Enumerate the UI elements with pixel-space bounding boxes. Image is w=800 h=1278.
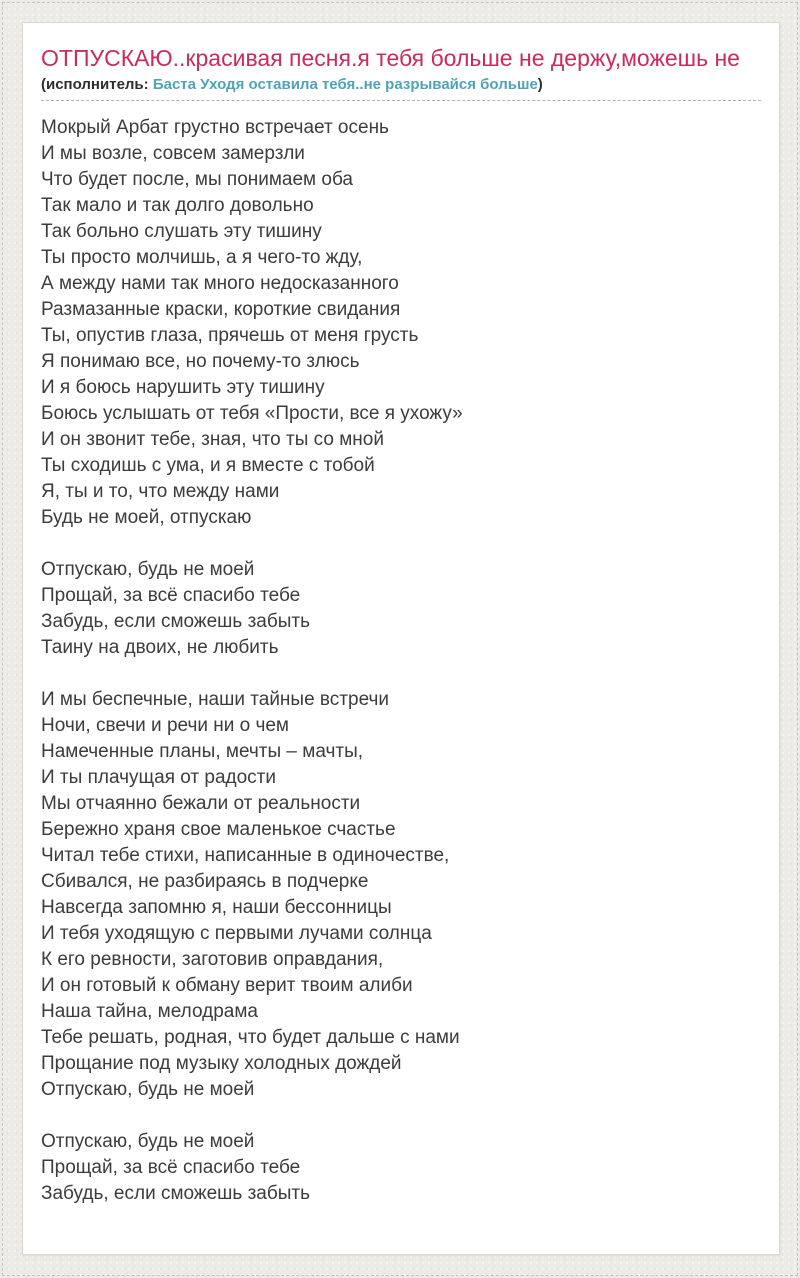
lyric-line: Отпускаю, будь не моей — [41, 1079, 255, 1100]
lyric-stanza — [41, 687, 761, 1103]
lyric-line: Я, ты и то, что между нами — [41, 481, 280, 502]
lyric-stanza — [41, 1129, 761, 1207]
lyric-line: Ты просто молчишь, а я чего-то жду, — [41, 247, 363, 268]
lyric-line: Ночи, свечи и речи ни о чем — [41, 715, 289, 736]
lyric-line: Наша тайна, мелодрама — [41, 1001, 258, 1022]
lyric-line: И он готовый к обману верит твоим алиби — [41, 975, 413, 996]
lyric-line: Читал тебе стихи, написанные в одиночестве, — [41, 845, 450, 866]
lyric-line: Что будет после, мы понимаем оба — [41, 169, 353, 190]
lyric-line: Ты, опустив глаза, прячешь от меня грусть — [41, 325, 419, 346]
lyric-line: Так мало и так долго довольно — [41, 195, 314, 216]
lyric-line: Сбивался, не разбираясь в подчерке — [41, 871, 369, 892]
lyric-line: Боюсь услышать от тебя «Прости, все я ухожу» — [41, 403, 463, 424]
lyric-line: Бережно храня свое маленькое счастье — [41, 819, 396, 840]
lyric-line: Навсегда запомню я, наши бессонницы — [41, 897, 392, 918]
lyric-line: И тебя уходящую с первыми лучами солнца — [41, 923, 432, 944]
lyric-line: И мы беспечные, наши тайные встречи — [41, 689, 390, 710]
lyric-line: И ты плачущая от радости — [41, 767, 276, 788]
lyric-line: К его ревности, заготовив оправдания, — [41, 949, 384, 970]
artist-prefix-label: (исполнитель: — [41, 76, 149, 93]
lyric-line: Я понимаю все, но почему-то злюсь — [41, 351, 360, 372]
lyrics-text — [41, 115, 761, 1207]
lyric-line: Так больно слушать эту тишину — [41, 221, 322, 242]
page-title: ОТПУСКАЮ..красивая песня.я тебя больше не держу,можешь не — [41, 45, 740, 71]
lyric-line: И мы возле, совсем замерзли — [41, 143, 305, 164]
artist-suffix-label: ) — [537, 76, 543, 93]
lyric-line: Тебе решать, родная, что будет дальше с нами — [41, 1027, 460, 1048]
lyric-line: Прощай, за всё спасибо тебе — [41, 1157, 301, 1178]
lyric-line: Забудь, если сможешь забыть — [41, 1183, 310, 1204]
lyric-line: Мы отчаянно бежали от реальности — [41, 793, 361, 814]
lyric-line: А между нами так много недосказанного — [41, 273, 399, 294]
lyric-line: Прощание под музыку холодных дождей — [41, 1053, 402, 1074]
lyric-line: Забудь, если сможешь забыть — [41, 611, 310, 632]
lyric-line: И он звонит тебе, зная, что ты со мной — [41, 429, 384, 450]
lyric-line: Отпускаю, будь не моей — [41, 1131, 255, 1152]
lyric-line: Прощай, за всё спасибо тебе — [41, 585, 301, 606]
lyric-line: Ты сходишь с ума, и я вместе с тобой — [41, 455, 375, 476]
lyric-stanza — [41, 115, 761, 531]
lyric-stanza — [41, 557, 761, 661]
lyric-line: И я боюсь нарушить эту тишину — [41, 377, 325, 398]
lyric-line: Отпускаю, будь не моей — [41, 559, 255, 580]
artist-link[interactable]: Баста Уходя оставила тебя..не разрывайся больше — [152, 76, 538, 93]
artist-line — [41, 76, 761, 101]
lyric-line: Таину на двоих, не любить — [41, 637, 279, 658]
lyric-line: Намеченные планы, мечты – мачты, — [41, 741, 364, 762]
lyric-line: Размазанные краски, короткие свидания — [41, 299, 401, 320]
lyric-line: Будь не моей, отпускаю — [41, 507, 252, 528]
lyrics-panel — [22, 22, 780, 1255]
lyric-line: Мокрый Арбат грустно встречает осень — [41, 117, 389, 138]
